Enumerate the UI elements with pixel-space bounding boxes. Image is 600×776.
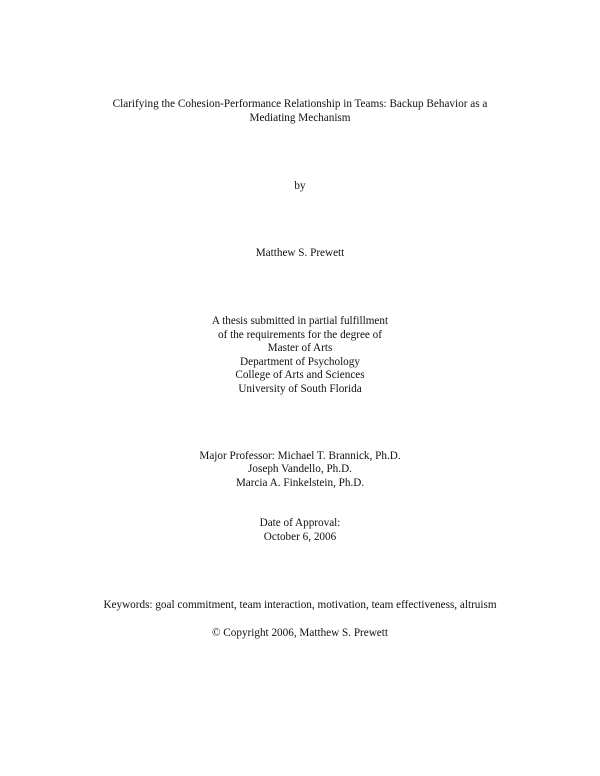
thesis-title-line-2: Mediating Mechanism — [249, 112, 351, 124]
major-professor: Major Professor: Michael T. Brannick, Ph.D. — [199, 450, 401, 462]
by-label: by — [294, 180, 306, 192]
thesis-title-line-1: Clarifying the Cohesion-Performance Relationship in Teams: Backup Behavior as a — [112, 98, 488, 110]
university-name: University of South Florida — [238, 383, 362, 395]
approval-label: Date of Approval: — [259, 517, 341, 529]
copyright-notice: © Copyright 2006, Matthew S. Prewett — [212, 627, 388, 639]
keywords: Keywords: goal commitment, team interaction, motivation, team effectiveness, altruism — [103, 599, 497, 611]
college-name: College of Arts and Sciences — [235, 369, 365, 381]
department-name: Department of Psychology — [240, 356, 360, 368]
approval-date: October 6, 2006 — [263, 531, 337, 543]
submission-line-2: of the requirements for the degree of — [217, 329, 382, 341]
degree-name: Master of Arts — [267, 342, 333, 354]
committee-member-1: Joseph Vandello, Ph.D. — [248, 463, 352, 475]
submission-line-1: A thesis submitted in partial fulfillment — [211, 315, 389, 327]
author-name: Matthew S. Prewett — [255, 247, 345, 259]
committee-member-2: Marcia A. Finkelstein, Ph.D. — [235, 477, 365, 489]
